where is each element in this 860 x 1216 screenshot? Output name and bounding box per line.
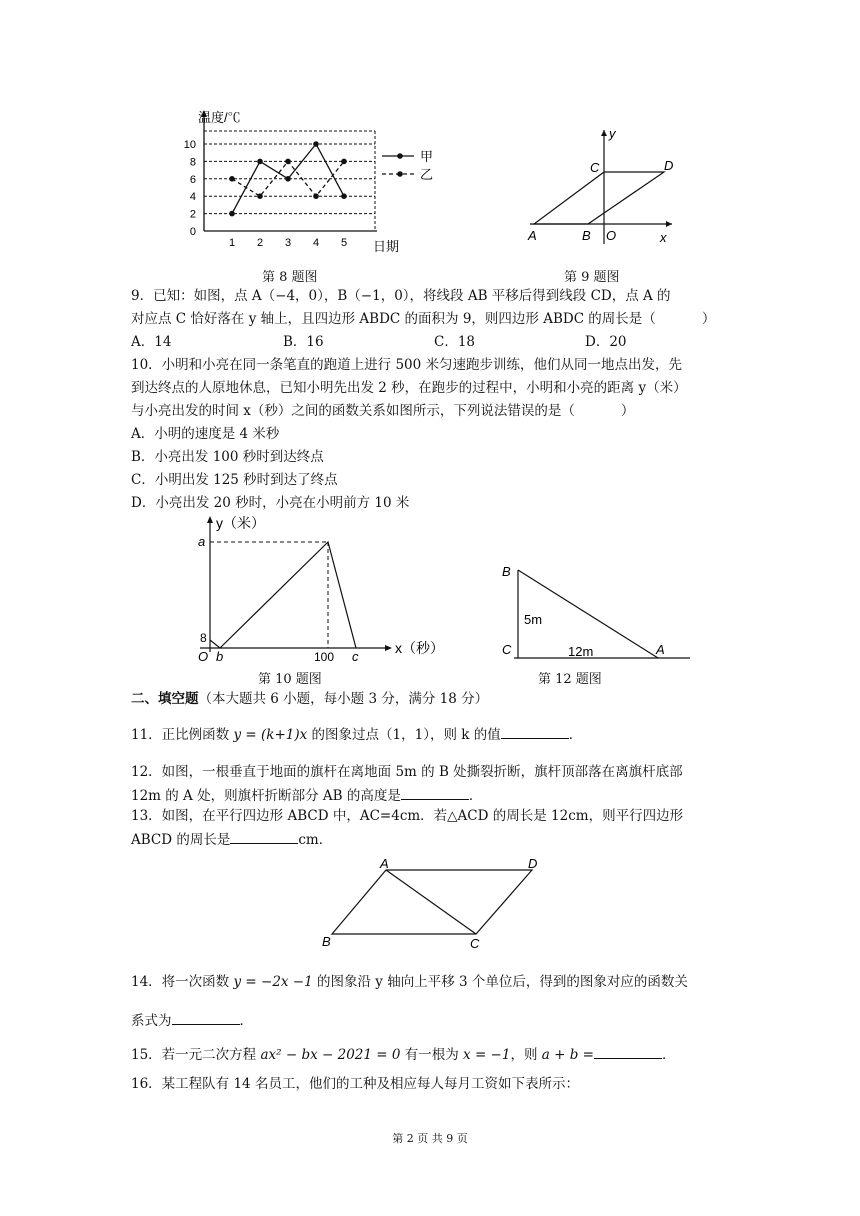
fig12-caption: 第 12 题图 [538, 672, 602, 687]
q12-line1: 12．如图，一根垂直于地面的旗杆在离地面 5m 的 B 处撕裂折断，旗杆顶部落在离旗杆底部 [131, 764, 683, 780]
fig12-label-C: C [502, 642, 512, 657]
q14-post: 的图象沿 y 轴向上平移 3 个单位后，得到的图象对应的函数关 [312, 974, 688, 990]
section2-heading [131, 690, 488, 708]
fig13-label-C: C [470, 936, 480, 951]
fig9-diagram [522, 126, 682, 250]
q14-line1 [131, 973, 688, 991]
q9-line2-text: 对应点 C 恰好落在 y 轴上，且四边形 ABDC 的面积为 9，则四边形 ABDC 的周长是（ [131, 311, 656, 327]
q10-option-c: C．小明出发 125 秒时到达了终点 [131, 472, 338, 488]
fig9-label-D: D [664, 158, 674, 173]
fig8-ytick: 8 [189, 156, 196, 169]
q9-option-a: A．14 [131, 334, 172, 350]
q11-pre: 11．正比例函数 [131, 727, 234, 743]
fig9-label-A: A [528, 228, 537, 243]
q9-line2-end: ） [701, 311, 716, 327]
q12-end: ． [468, 788, 483, 804]
fig8-xlabel: 日期 [373, 239, 400, 254]
fig8-ytick: 2 [189, 208, 196, 221]
q15-mid: 有一根为 [400, 1047, 464, 1063]
q11-answer-blank[interactable] [501, 725, 569, 739]
fig9-label-y: y [609, 126, 616, 141]
fig9-label-O: O [606, 228, 617, 243]
q14-pre: 14．将一次函数 [131, 974, 234, 990]
q11-formula: y = (k+1)x [233, 727, 308, 743]
fig10-label-a: a [198, 534, 206, 549]
fig10-label-c: c [352, 649, 359, 664]
fig13-diagram [316, 854, 552, 954]
q16-line1: 16．某工程队有 14 名员工，他们的工种及相应每人每月工资如下表所示： [131, 1076, 579, 1092]
fig13-label-A: A [380, 856, 389, 871]
q14-answer-blank[interactable] [172, 1011, 240, 1025]
fig10-label-O: O [198, 649, 209, 664]
fig12-height: 5m [524, 612, 543, 627]
fig8-legend-label-1: 甲 [420, 149, 434, 164]
q13-answer-blank[interactable] [230, 830, 298, 844]
fig8-chart [170, 104, 460, 264]
section2-title: 二、填空题 [131, 691, 199, 707]
q9-line2 [131, 310, 715, 328]
q15-end: ． [661, 1047, 676, 1063]
q14-formula: y = −2x −1 [233, 974, 313, 990]
q10-line2: 到达终点的人原地休息，已知小明先出发 2 秒，在跑步的过程中，小明和小亮的距离 y（米） [131, 380, 687, 396]
section2-note: （本大题共 6 小题，每小题 3 分，满分 18 分） [198, 691, 489, 707]
fig8-ytick: 4 [189, 191, 196, 204]
fig8-point-s2 [313, 193, 319, 199]
q11-post: 的图象过点（1，1），则 k 的值 [307, 727, 501, 743]
q15-answer-blank[interactable] [594, 1045, 662, 1059]
fig12-label-B: B [502, 564, 511, 579]
fig8-caption: 第 8 题图 [262, 270, 318, 285]
fig8-ylabel: 温度/℃ [198, 110, 241, 125]
page-footer: 第 2 页 共 9 页 [392, 1132, 468, 1145]
fig8-point-s2 [285, 159, 291, 165]
fig8-point-s1 [285, 176, 291, 182]
fig10-xlabel: x（秒） [395, 640, 444, 656]
q9-option-c: C．18 [434, 334, 476, 350]
fig12-base: 12m [568, 644, 594, 659]
fig9-parallelogram [534, 172, 664, 224]
fig10-label-b: b [216, 649, 224, 664]
q13-line1: 13．如图，在平行四边形 ABCD 中，AC=4cm．若△ACD 的周长是 12cm，则平行四边形 [131, 808, 684, 824]
q12-line2 [131, 786, 482, 805]
q10-option-d: D．小亮出发 20 秒时，小亮在小明前方 10 米 [131, 495, 410, 511]
q14-line2-text: 系式为 [131, 1013, 172, 1029]
fig8-xtick: 1 [228, 237, 236, 249]
q12-line2-text: 12m 的 A 处，则旗杆折断部分 AB 的高度是 [131, 788, 401, 804]
q15-formula: ax² − bx − 2021 = 0 [260, 1047, 401, 1063]
fig13-diagonal-ac [386, 870, 476, 934]
q9-option-d: D．20 [585, 334, 627, 350]
fig9-label-C: C [590, 160, 600, 175]
q13-end: cm． [298, 832, 333, 848]
q13-line2-text: ABCD 的周长是 [131, 832, 231, 848]
fig8-point-s2 [341, 159, 347, 165]
fig8-xtick: 5 [340, 237, 348, 249]
fig8-xtick: 2 [256, 237, 264, 249]
fig13-label-D: D [528, 856, 538, 871]
q15-sum: a + b = [541, 1047, 594, 1063]
fig8-point-s1 [313, 141, 319, 147]
fig10-caption: 第 10 题图 [258, 672, 322, 687]
q14-line2 [131, 1011, 253, 1030]
fig8-point-s2 [229, 176, 235, 182]
fig8-xtick: 3 [284, 237, 292, 249]
q9-option-b: B．16 [283, 334, 324, 350]
fig9-label-x: x [660, 230, 667, 245]
fig8-ytick: 0 [189, 226, 196, 238]
fig8-point-s1 [341, 193, 347, 199]
fig8-legend-label-2: 乙 [420, 167, 434, 182]
q15-pre: 15．若一元二次方程 [131, 1047, 261, 1063]
fig12-diagram [494, 560, 694, 664]
q10-line3 [131, 402, 634, 420]
fig8-xtick: 4 [312, 237, 320, 249]
fig10-label-100: 100 [314, 650, 335, 664]
fig8-point-s1 [229, 211, 235, 217]
q11-end: ． [568, 727, 583, 743]
fig12-label-A: A [656, 642, 665, 657]
fig8-ytick: 10 [183, 139, 196, 151]
fig9-caption: 第 9 题图 [564, 270, 620, 285]
q11 [131, 725, 582, 744]
fig8-legend-marker-1 [397, 153, 403, 159]
q15 [131, 1045, 675, 1064]
q10-line1: 10．小明和小亮在同一条笔直的跑道上进行 500 米匀速跑步训练，他们从同一地点出发，先 [131, 357, 683, 373]
q10-line3-end: ） [620, 403, 635, 419]
q10-option-b: B．小亮出发 100 秒时到达终点 [131, 449, 324, 465]
q10-line3-text: 与小亮出发的时间 x（秒）之间的函数关系如图所示，下列说法错误的是（ [131, 403, 575, 419]
fig13-label-B: B [322, 934, 331, 949]
q14-end: ． [239, 1013, 253, 1029]
q12-answer-blank[interactable] [401, 786, 469, 800]
fig10-label-8: 8 [200, 631, 207, 645]
fig9-label-B: B [582, 228, 591, 243]
fig8-point-s1 [257, 159, 263, 165]
q10-option-a: A．小明的速度是 4 米秒 [131, 426, 280, 442]
q13-line2 [131, 830, 332, 849]
fig8-point-s2 [257, 193, 263, 199]
fig10-graph [210, 542, 356, 648]
fig8-legend-marker-2 [397, 171, 403, 177]
q9-line1: 9．已知：如图，点 A（−4，0），B（−1，0），将线段 AB 平移后得到线段 CD，点 A 的 [131, 288, 671, 304]
q15-post: ，则 [510, 1047, 542, 1063]
q15-root: x = −1 [463, 1047, 511, 1063]
fig10-ylabel: y（米） [216, 515, 265, 531]
fig8-ytick: 6 [189, 173, 196, 186]
fig10-diagram [192, 512, 452, 664]
